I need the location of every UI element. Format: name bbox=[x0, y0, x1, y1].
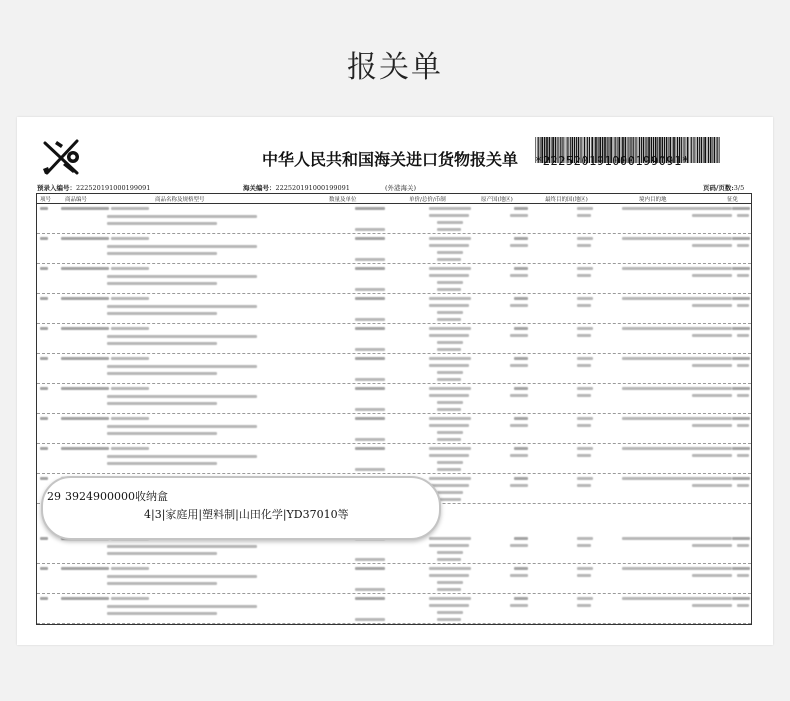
blurred-text bbox=[692, 244, 732, 247]
blurred-text bbox=[429, 237, 471, 240]
blurred-text bbox=[429, 454, 469, 457]
blurred-text bbox=[737, 574, 749, 577]
blurred-text bbox=[577, 267, 593, 270]
blurred-text bbox=[577, 604, 591, 607]
blurred-text bbox=[111, 237, 149, 240]
blurred-text bbox=[514, 207, 528, 210]
blurred-text bbox=[107, 425, 257, 428]
row-separator bbox=[37, 623, 751, 624]
blurred-text bbox=[437, 341, 463, 344]
blurred-text bbox=[355, 288, 385, 291]
blurred-text bbox=[107, 612, 217, 615]
blurred-text bbox=[107, 455, 257, 458]
blurred-text bbox=[107, 335, 257, 338]
blurred-text bbox=[437, 401, 463, 404]
blurred-text bbox=[510, 274, 528, 277]
blurred-text bbox=[107, 312, 217, 315]
blurred-text bbox=[737, 364, 749, 367]
blurred-text bbox=[429, 297, 471, 300]
blurred-text bbox=[107, 395, 257, 398]
blurred-text bbox=[510, 244, 528, 247]
blurred-text bbox=[429, 447, 471, 450]
blurred-text bbox=[429, 214, 469, 217]
blurred-text bbox=[61, 267, 109, 270]
blurred-text bbox=[577, 334, 591, 337]
blurred-text bbox=[437, 258, 461, 261]
blurred-text bbox=[514, 237, 528, 240]
table-header bbox=[37, 194, 751, 204]
blurred-text bbox=[622, 537, 732, 540]
blurred-text bbox=[111, 267, 149, 270]
blurred-text bbox=[692, 364, 732, 367]
blurred-text bbox=[622, 597, 732, 600]
blurred-text bbox=[429, 394, 469, 397]
blurred-text bbox=[355, 378, 385, 381]
blurred-text bbox=[61, 237, 109, 240]
highlight-line1 bbox=[47, 488, 168, 504]
blurred-text bbox=[510, 604, 528, 607]
table-row bbox=[37, 414, 751, 444]
blurred-text bbox=[692, 604, 732, 607]
blurred-text bbox=[737, 484, 749, 487]
blurred-text bbox=[737, 454, 749, 457]
blurred-text bbox=[737, 604, 749, 607]
blurred-text bbox=[429, 477, 471, 480]
blurred-text bbox=[577, 304, 591, 307]
blurred-text bbox=[61, 567, 109, 570]
blurred-text bbox=[692, 394, 732, 397]
blurred-text bbox=[355, 558, 385, 561]
blurred-text bbox=[510, 454, 528, 457]
blurred-text bbox=[437, 491, 463, 494]
blurred-text bbox=[737, 304, 749, 307]
blurred-text bbox=[111, 357, 149, 360]
table-row bbox=[37, 234, 751, 264]
blurred-text bbox=[40, 207, 48, 210]
blurred-text bbox=[111, 417, 149, 420]
blurred-text bbox=[577, 574, 591, 577]
blurred-text bbox=[355, 438, 385, 441]
blurred-text bbox=[61, 447, 109, 450]
blurred-text bbox=[577, 454, 591, 457]
blurred-text bbox=[429, 327, 471, 330]
blurred-text bbox=[61, 387, 109, 390]
blurred-text bbox=[732, 207, 750, 210]
blurred-text bbox=[577, 537, 593, 540]
blurred-text bbox=[107, 282, 217, 285]
blurred-text bbox=[437, 431, 463, 434]
header-duty: 征免 bbox=[727, 197, 739, 203]
pre-entry-value: 222520191000199091 bbox=[76, 184, 151, 192]
blurred-text bbox=[355, 417, 385, 420]
blurred-text bbox=[40, 327, 48, 330]
blurred-text bbox=[355, 387, 385, 390]
blurred-text bbox=[577, 364, 591, 367]
blurred-text bbox=[510, 304, 528, 307]
blurred-text bbox=[510, 484, 528, 487]
port-name: (外港海关) bbox=[385, 184, 417, 192]
blurred-text bbox=[61, 357, 109, 360]
blurred-text bbox=[437, 318, 461, 321]
blurred-text bbox=[437, 558, 461, 561]
blurred-text bbox=[40, 537, 48, 540]
blurred-text bbox=[510, 334, 528, 337]
blurred-text bbox=[111, 387, 149, 390]
blurred-text bbox=[437, 378, 461, 381]
highlight-code-name: 3924900000收纳盒 bbox=[65, 490, 168, 503]
blurred-text bbox=[437, 348, 461, 351]
blurred-text bbox=[107, 222, 217, 225]
blurred-text bbox=[429, 364, 469, 367]
blurred-text bbox=[355, 618, 385, 621]
blurred-text bbox=[355, 207, 385, 210]
table-row bbox=[37, 444, 751, 474]
blurred-text bbox=[577, 417, 593, 420]
blurred-text bbox=[692, 454, 732, 457]
blurred-text bbox=[111, 567, 149, 570]
blurred-text bbox=[514, 477, 528, 480]
blurred-text bbox=[355, 408, 385, 411]
blurred-text bbox=[437, 408, 461, 411]
blurred-text bbox=[437, 288, 461, 291]
blurred-text bbox=[514, 267, 528, 270]
blurred-text bbox=[40, 387, 48, 390]
blurred-text bbox=[692, 304, 732, 307]
blurred-text bbox=[40, 417, 48, 420]
blurred-text bbox=[107, 305, 257, 308]
blurred-text bbox=[510, 214, 528, 217]
blurred-text bbox=[40, 567, 48, 570]
blurred-text bbox=[107, 462, 217, 465]
blurred-text bbox=[40, 357, 48, 360]
blurred-text bbox=[622, 327, 732, 330]
blurred-text bbox=[107, 552, 217, 555]
blurred-text bbox=[437, 221, 463, 224]
blurred-text bbox=[429, 267, 471, 270]
header-seq: 项号 bbox=[40, 197, 52, 203]
blurred-text bbox=[107, 252, 217, 255]
table-row bbox=[37, 594, 751, 624]
blurred-text bbox=[107, 402, 217, 405]
blurred-text bbox=[355, 228, 385, 231]
blurred-text bbox=[61, 207, 109, 210]
blurred-text bbox=[737, 214, 749, 217]
blurred-text bbox=[437, 468, 461, 471]
blurred-text bbox=[514, 297, 528, 300]
blurred-text bbox=[40, 477, 48, 480]
blurred-text bbox=[107, 545, 257, 548]
blurred-text bbox=[737, 394, 749, 397]
blurred-text bbox=[437, 228, 461, 231]
blurred-text bbox=[514, 357, 528, 360]
blurred-text bbox=[737, 334, 749, 337]
blurred-text bbox=[732, 387, 750, 390]
blurred-text bbox=[622, 357, 732, 360]
blurred-text bbox=[577, 244, 591, 247]
blurred-text bbox=[40, 297, 48, 300]
blurred-text bbox=[514, 417, 528, 420]
blurred-text bbox=[437, 588, 461, 591]
blurred-text bbox=[40, 447, 48, 450]
blurred-text bbox=[737, 544, 749, 547]
highlight-seq: 29 bbox=[47, 490, 61, 503]
header-code: 商品编号 bbox=[65, 197, 88, 203]
header-qty: 数量及单位 bbox=[329, 197, 357, 203]
blurred-text bbox=[111, 207, 149, 210]
table-row bbox=[37, 264, 751, 294]
blurred-text bbox=[355, 447, 385, 450]
table-row bbox=[37, 204, 751, 234]
blurred-text bbox=[40, 237, 48, 240]
blurred-text bbox=[429, 604, 469, 607]
blurred-text bbox=[732, 267, 750, 270]
blurred-text bbox=[437, 281, 463, 284]
blurred-text bbox=[514, 327, 528, 330]
blurred-text bbox=[577, 207, 593, 210]
blurred-text bbox=[437, 438, 461, 441]
blurred-text bbox=[429, 537, 471, 540]
blurred-text bbox=[577, 214, 591, 217]
blurred-text bbox=[111, 447, 149, 450]
blurred-text bbox=[577, 387, 593, 390]
blurred-text bbox=[355, 258, 385, 261]
blurred-text bbox=[577, 447, 593, 450]
blurred-text bbox=[355, 597, 385, 600]
highlighted-item-callout bbox=[41, 476, 441, 540]
blurred-text bbox=[622, 447, 732, 450]
blurred-text bbox=[732, 237, 750, 240]
blurred-text bbox=[732, 297, 750, 300]
customs-number bbox=[243, 183, 350, 192]
blurred-text bbox=[429, 544, 469, 547]
page-label: 页码/页数: bbox=[703, 184, 734, 192]
customs-emblem-icon bbox=[37, 135, 89, 181]
blurred-text bbox=[577, 477, 593, 480]
blurred-text bbox=[622, 417, 732, 420]
blurred-text bbox=[514, 387, 528, 390]
blurred-text bbox=[355, 468, 385, 471]
page-value: 3/5 bbox=[733, 184, 745, 192]
blurred-text bbox=[622, 387, 732, 390]
blurred-text bbox=[429, 574, 469, 577]
blurred-text bbox=[737, 424, 749, 427]
blurred-text bbox=[437, 618, 461, 621]
blurred-text bbox=[692, 274, 732, 277]
blurred-text bbox=[61, 417, 109, 420]
blurred-text bbox=[429, 334, 469, 337]
blurred-text bbox=[577, 484, 591, 487]
blurred-text bbox=[111, 327, 149, 330]
blurred-text bbox=[111, 297, 149, 300]
blurred-text bbox=[692, 334, 732, 337]
blurred-text bbox=[40, 597, 48, 600]
blurred-text bbox=[355, 327, 385, 330]
blurred-text bbox=[577, 357, 593, 360]
blurred-text bbox=[692, 214, 732, 217]
blurred-text bbox=[429, 597, 471, 600]
pre-entry-label: 预录入编号： bbox=[37, 184, 76, 192]
blurred-text bbox=[107, 215, 257, 218]
blurred-text bbox=[111, 597, 149, 600]
blurred-text bbox=[577, 567, 593, 570]
blurred-text bbox=[510, 424, 528, 427]
blurred-text bbox=[429, 424, 469, 427]
blurred-text bbox=[692, 574, 732, 577]
blurred-text bbox=[429, 484, 469, 487]
blurred-text bbox=[107, 372, 217, 375]
blurred-text bbox=[355, 357, 385, 360]
blurred-text bbox=[437, 551, 463, 554]
table-row bbox=[37, 294, 751, 324]
blurred-text bbox=[622, 477, 732, 480]
blurred-text bbox=[355, 297, 385, 300]
blurred-text bbox=[429, 417, 471, 420]
barcode-number: *222520191000199091* bbox=[535, 154, 690, 168]
blurred-text bbox=[510, 574, 528, 577]
blurred-text bbox=[107, 365, 257, 368]
table-row bbox=[37, 564, 751, 594]
blurred-text bbox=[355, 318, 385, 321]
blurred-text bbox=[732, 567, 750, 570]
page-title: 报关单 bbox=[347, 50, 443, 85]
blurred-text bbox=[514, 567, 528, 570]
blurred-text bbox=[514, 447, 528, 450]
blurred-text bbox=[510, 364, 528, 367]
blurred-text bbox=[429, 244, 469, 247]
blurred-text bbox=[107, 342, 217, 345]
blurred-text bbox=[510, 544, 528, 547]
pre-entry-number bbox=[37, 183, 150, 192]
blurred-text bbox=[577, 597, 593, 600]
blurred-text bbox=[577, 327, 593, 330]
blurred-text bbox=[577, 297, 593, 300]
customs-no-label: 海关编号： bbox=[243, 184, 276, 192]
blurred-text bbox=[429, 207, 471, 210]
blurred-text bbox=[437, 581, 463, 584]
blurred-text bbox=[355, 267, 385, 270]
blurred-text bbox=[577, 274, 591, 277]
blurred-text bbox=[437, 461, 463, 464]
blurred-text bbox=[732, 327, 750, 330]
goods-table bbox=[36, 193, 752, 625]
page-counter bbox=[703, 183, 744, 192]
blurred-text bbox=[732, 357, 750, 360]
header-origin: 原产国(地区) bbox=[481, 197, 513, 203]
blurred-text bbox=[737, 244, 749, 247]
blurred-text bbox=[61, 597, 109, 600]
blurred-text bbox=[107, 575, 257, 578]
header-name: 商品名称及规格型号 bbox=[155, 197, 205, 203]
blurred-text bbox=[577, 424, 591, 427]
blurred-text bbox=[61, 297, 109, 300]
blurred-text bbox=[622, 297, 732, 300]
blurred-text bbox=[429, 274, 469, 277]
blurred-text bbox=[429, 304, 469, 307]
blurred-text bbox=[692, 544, 732, 547]
blurred-text bbox=[732, 417, 750, 420]
blurred-text bbox=[732, 447, 750, 450]
table-row bbox=[37, 354, 751, 384]
customs-no-value: 222520191000199091 bbox=[275, 184, 350, 192]
blurred-text bbox=[107, 245, 257, 248]
blurred-text bbox=[622, 267, 732, 270]
blurred-text bbox=[577, 544, 591, 547]
blurred-text bbox=[577, 394, 591, 397]
blurred-text bbox=[732, 597, 750, 600]
customs-declaration-sheet bbox=[17, 117, 773, 645]
blurred-text bbox=[437, 311, 463, 314]
blurred-text bbox=[622, 567, 732, 570]
blurred-text bbox=[355, 567, 385, 570]
blurred-text bbox=[692, 484, 732, 487]
blurred-text bbox=[107, 275, 257, 278]
blurred-text bbox=[107, 582, 217, 585]
table-row bbox=[37, 384, 751, 414]
blurred-text bbox=[577, 237, 593, 240]
form-title: 中华人民共和国海关进口货物报关单 bbox=[262, 150, 519, 169]
blurred-text bbox=[355, 588, 385, 591]
blurred-text bbox=[737, 274, 749, 277]
header-dest: 境内目的地 bbox=[639, 197, 667, 203]
blurred-text bbox=[40, 267, 48, 270]
table-row bbox=[37, 324, 751, 354]
blurred-text bbox=[107, 605, 257, 608]
blurred-text bbox=[622, 207, 732, 210]
header-price: 单价/总价/币制 bbox=[409, 197, 446, 203]
blurred-text bbox=[514, 597, 528, 600]
blurred-text bbox=[437, 251, 463, 254]
blurred-text bbox=[107, 432, 217, 435]
blurred-text bbox=[514, 537, 528, 540]
blurred-text bbox=[355, 348, 385, 351]
blurred-text bbox=[429, 387, 471, 390]
blurred-text bbox=[510, 394, 528, 397]
header-dest-country: 最终目的国(地区) bbox=[545, 197, 588, 203]
blurred-text bbox=[437, 371, 463, 374]
blurred-text bbox=[355, 237, 385, 240]
blurred-text bbox=[692, 424, 732, 427]
blurred-text bbox=[429, 357, 471, 360]
blurred-text bbox=[437, 611, 463, 614]
highlight-spec: 4|3|家庭用|塑料制|山田化学|YD37010等 bbox=[144, 508, 349, 521]
blurred-text bbox=[732, 477, 750, 480]
blurred-text bbox=[732, 537, 750, 540]
blurred-text bbox=[61, 327, 109, 330]
blurred-text bbox=[622, 237, 732, 240]
blurred-text bbox=[429, 567, 471, 570]
